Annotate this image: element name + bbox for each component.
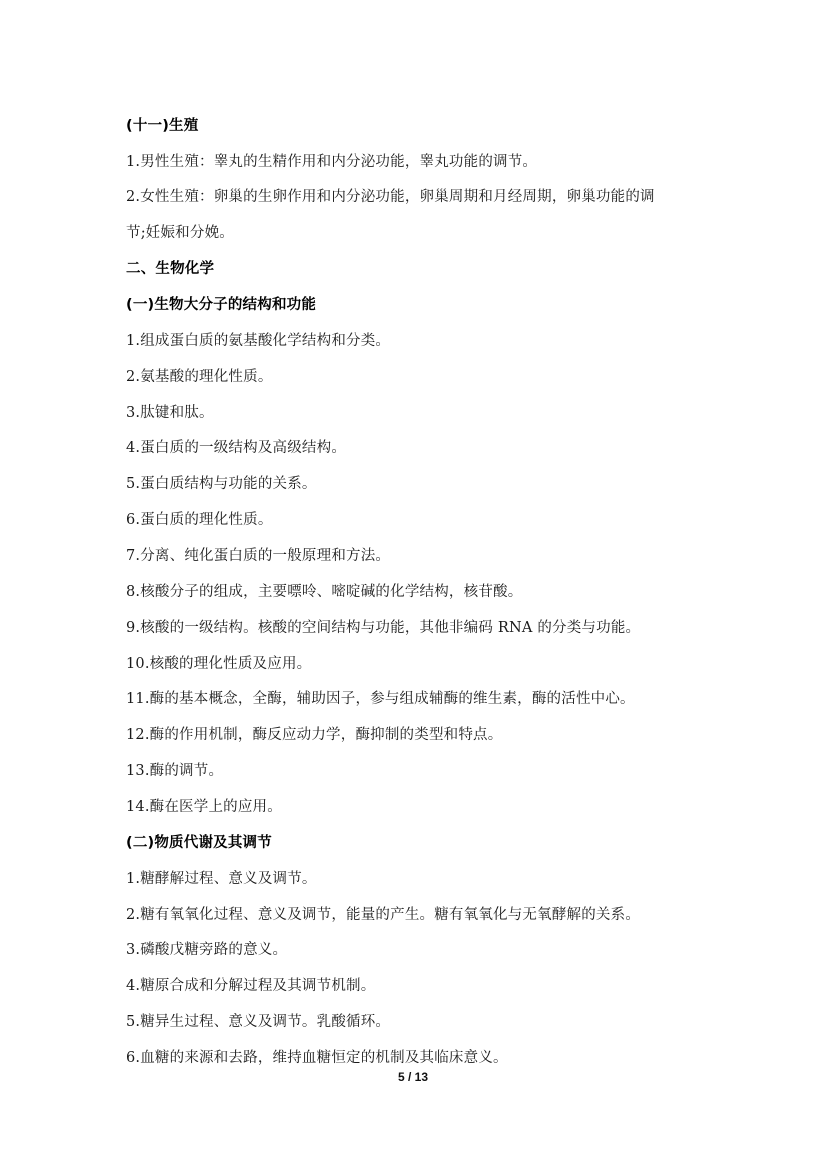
list-item: 7.分离、纯化蛋白质的一般原理和方法。	[126, 548, 391, 564]
list-item: 4.糖原合成和分解过程及其调节机制。	[126, 978, 376, 994]
list-item: 3.磷酸戊糖旁路的意义。	[126, 942, 288, 958]
list-item: 5.糖异生过程、意义及调节。乳酸循环。	[126, 1014, 391, 1030]
list-item: 4.蛋白质的一级结构及高级结构。	[126, 440, 347, 456]
list-item: 10.核酸的理化性质及应用。	[126, 656, 312, 672]
list-item: 11.酶的基本概念，全酶，辅助因子，参与组成辅酶的维生素，酶的活性中心。	[126, 691, 635, 707]
list-item: 5.蛋白质结构与功能的关系。	[126, 476, 317, 492]
chapter-heading-biochemistry: 二、生物化学	[126, 261, 215, 277]
list-item: 2.糖有氧氧化过程、意义及调节，能量的产生。糖有氧氧化与无氧酵解的关系。	[126, 907, 641, 923]
list-item: 9.核酸的一级结构。核酸的空间结构与功能，其他非编码 RNA 的分类与功能。	[126, 620, 641, 636]
list-item-continuation: 节;妊娠和分娩。	[126, 225, 234, 241]
list-item: 1.组成蛋白质的氨基酸化学结构和分类。	[126, 333, 391, 349]
list-item: 12.酶的作用机制，酶反应动力学，酶抑制的类型和特点。	[126, 727, 503, 743]
section-heading-metabolism: (二)物质代谢及其调节	[126, 835, 272, 851]
page-number: 5 / 13	[397, 1070, 429, 1084]
section-heading-reproduction: (十一)生殖	[126, 118, 199, 134]
list-item: 2.氨基酸的理化性质。	[126, 369, 273, 385]
list-item: 1.糖酵解过程、意义及调节。	[126, 871, 317, 887]
list-item: 6.蛋白质的理化性质。	[126, 512, 273, 528]
list-item: 6.血糖的来源和去路，维持血糖恒定的机制及其临床意义。	[126, 1050, 508, 1066]
list-item: 8.核酸分子的组成，主要嘌呤、嘧啶碱的化学结构，核苷酸。	[126, 584, 523, 600]
list-item: 3.肽键和肽。	[126, 405, 214, 421]
list-item: 13.酶的调节。	[126, 763, 224, 779]
section-heading-macromolecules: (一)生物大分子的结构和功能	[126, 297, 317, 313]
list-item: 1.男性生殖：睾丸的生精作用和内分泌功能，睾丸功能的调节。	[126, 154, 538, 170]
list-item: 2.女性生殖：卵巢的生卵作用和内分泌功能，卵巢周期和月经周期，卵巢功能的调	[126, 189, 655, 205]
list-item: 14.酶在医学上的应用。	[126, 799, 282, 815]
